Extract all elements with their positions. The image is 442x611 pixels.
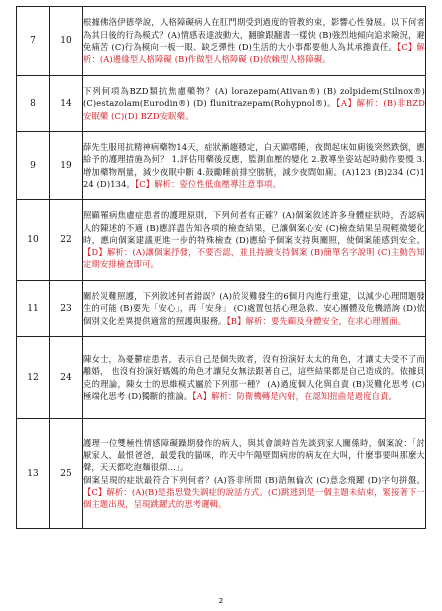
question-paragraph bbox=[83, 85, 425, 122]
question-paragraph bbox=[83, 353, 425, 402]
question-content bbox=[83, 281, 426, 337]
question-number: 25 bbox=[50, 419, 83, 529]
question-content bbox=[83, 337, 426, 419]
answer-explanation: 【C】解析：(A)邊緣型人格障礙 (B)作做型人格障礙 (D)依賴型人格障礙。 bbox=[83, 42, 425, 65]
question-content bbox=[83, 7, 426, 76]
question-content bbox=[83, 132, 426, 200]
row-number: 13 bbox=[17, 419, 50, 529]
row-number: 9 bbox=[17, 132, 50, 200]
question-paragraph bbox=[83, 474, 425, 511]
row-number: 7 bbox=[17, 7, 50, 76]
question-text: 陳女士，為憂鬱症患者，表示自己是個失敗者，沒有扮演好太太的角色，才讓丈夫受不了而離婚， 也沒有扮演好媽媽的角色才讓兒女無法跟著自己，這些結果都是自己造成的。依據貝克的理論，陳女士的思維模式屬於下列那一種？ (A)過度個人化與自責 (B)災難化思考 (C)極端化思考 (D)獨斷的推論。 bbox=[83, 353, 425, 401]
question-paragraph bbox=[83, 141, 425, 190]
question-content bbox=[83, 200, 426, 281]
question-content bbox=[83, 76, 426, 132]
question-number: 14 bbox=[50, 76, 83, 132]
question-row bbox=[17, 132, 426, 200]
question-table bbox=[16, 6, 426, 529]
question-text: 護理一位雙極性情感障礙躁期發作的病人，與其會談時首先談到家人關係時，個案說：「討厭家人，最恨爸爸，最愛我的貓咪，昨天中午陽壁間病房的病友在大叫，什麼事要叫那麼大聲，天天都吃泡麵很煩…」。 bbox=[83, 437, 425, 473]
row-number: 11 bbox=[17, 281, 50, 337]
answer-explanation: 【D】解析：(A)讓個案抒發，不要否認，並且持續支持個案 (B)簡單名字說明 (C)主動告知定期安排檢查即可。 bbox=[83, 247, 425, 270]
question-paragraph bbox=[83, 209, 425, 270]
row-number: 12 bbox=[17, 337, 50, 419]
question-number: 23 bbox=[50, 281, 83, 337]
row-number: 8 bbox=[17, 76, 50, 132]
question-paragraph bbox=[83, 437, 425, 474]
question-row bbox=[17, 7, 426, 76]
answer-explanation: 【A】解析：(B)非BZD安眠藥 (C)(D) BZD安眠藥。 bbox=[83, 98, 425, 121]
question-row bbox=[17, 200, 426, 281]
question-text: 下列何項為BZD類抗焦慮藥物？(A) lorazepam(Ativan®) (B) zolpidem(Stilnox®) (C)estazolam(Eurodin®) (D) flunitrazepam(Rohypnol®)。 bbox=[83, 86, 425, 109]
answer-explanation: 【B】解析：要先顧及身體安全，在求心理層面。 bbox=[226, 315, 407, 326]
question-text: 照顧罹病焦慮症患者的護理原則，下列何者有正確？(A)個案敘述許多身體症狀時，否認病人的陳述的不適 (B)應詳盡告知各項的檢查結果，已讓個案心安 (C)檢查結果呈現輕微變化時，應向個案建議更進一步的特殊檢查 (D)應給予個案支持與關照，使個案能感到安全。 bbox=[83, 210, 425, 245]
answer-explanation: 【A】解析：防衛機轉是內射，在認知扭曲是過度自責。 bbox=[192, 390, 398, 401]
question-number: 24 bbox=[50, 337, 83, 419]
answer-explanation: 【C】解析：(A)(B)是指思覺失調症的說話方式。(C)跳逃到是一個主題未結束，緊接著下一個主題出現，呈現跳躍式的思考邏輯。 bbox=[83, 486, 425, 510]
row-number: 10 bbox=[17, 200, 50, 281]
question-number: 22 bbox=[50, 200, 83, 281]
question-number: 10 bbox=[50, 7, 83, 76]
question-paragraph bbox=[83, 290, 425, 327]
question-text: 根據佛洛伊德學說，人格障礙病人在肛門期受到過度的管教約束，影響心性發展。以下何者為其日後的行為模式？(A)情感表達波動大，翻臉跟翻書一樣快 (B)強烈地傾向追求險況，避免痛苦 (C)行為模向一板一眼、缺乏彈性 (D)生活的大小事都要他人為其承擔責任。 bbox=[83, 17, 425, 52]
question-row bbox=[17, 337, 426, 419]
question-row bbox=[17, 76, 426, 132]
question-paragraph bbox=[83, 16, 425, 65]
question-text: 薛先生服用抗精神病藥物14天，症狀漸趨穩定，白天顯嗜睡，夜間起床如廁後突然跌倒，應給予的護理措施為何？ 1.評估用藥後反應，監測血壓的變化 2.教導坐姿站起時動作要慢 3.增加藥物劑量，減少夜眠中斷 4.鼓勵睡前排空膀胱，減少夜間如廁。(A)123 (B)234 (C)124 (D)134。 bbox=[83, 141, 425, 189]
question-number: 19 bbox=[50, 132, 83, 200]
question-row bbox=[17, 281, 426, 337]
question-content bbox=[83, 419, 426, 529]
answer-explanation: 【C】解析：姿位性低血壓導注意事項。 bbox=[134, 178, 281, 189]
page-number: 2 bbox=[218, 597, 224, 605]
question-row bbox=[17, 419, 426, 529]
question-text: 關於災難照護，下列敘述何者錯誤？(A)於災難發生的6個月內進行重建，以減少心理問題發生的可能 (B)要先「安心」，再「安身」 (C)處置包括心理急救、安心團體及危機諮詢 (D)依個別文化差異提供適當的照護與服務。 bbox=[83, 291, 425, 326]
question-text: 個案呈現的症狀最符合下列何者？(A)答非所問 (B)語無倫次 (C)意念飛躍 (D)字句拼盤。 bbox=[83, 474, 425, 485]
